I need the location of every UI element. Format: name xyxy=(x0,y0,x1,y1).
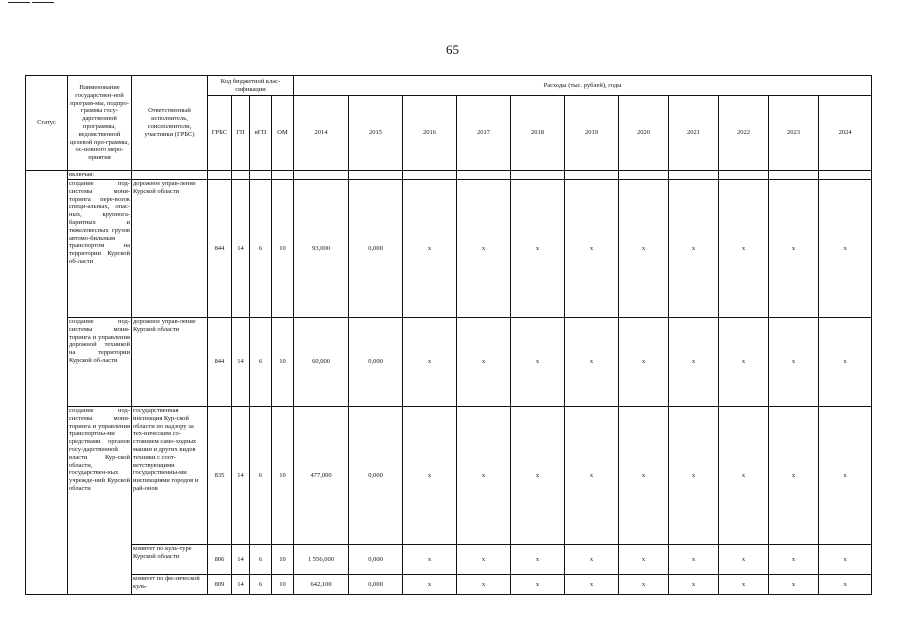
value-cell: x xyxy=(719,575,769,595)
value-cell: x xyxy=(565,575,619,595)
value-cell: x xyxy=(619,575,669,595)
program-name-cell: создание под-системы мони-торинга и управления дорожной техникой на территории Курской об-ласти xyxy=(68,318,132,407)
table-row xyxy=(26,545,872,575)
value-cell: x xyxy=(565,318,619,407)
responsible-cell: дорожное управ-ление Курской области xyxy=(132,318,208,407)
vgp-cell: 6 xyxy=(250,545,272,575)
value-cell: x xyxy=(719,180,769,318)
value-cell: 0,000 xyxy=(349,407,403,545)
year-header: 2014 xyxy=(294,96,349,171)
value-cell: x xyxy=(403,180,457,318)
vgp-cell: 6 xyxy=(250,407,272,545)
om-cell: 10 xyxy=(272,318,294,407)
corner-mark xyxy=(8,2,30,3)
year-header: 2019 xyxy=(565,96,619,171)
value-cell: x xyxy=(511,180,565,318)
value-cell: x xyxy=(769,318,819,407)
value-cell: x xyxy=(457,318,511,407)
name-header: Наименование государствен-ной програм-мы, подпро-граммы госу-дарственной программы, ведомственной целевой про-граммы, ос-новного меро-приятия xyxy=(68,76,132,171)
table-row xyxy=(26,180,872,318)
value-cell: x xyxy=(669,407,719,545)
vgp-header: вГП xyxy=(250,96,272,171)
grbs-cell: 809 xyxy=(208,575,232,595)
page-number: 65 xyxy=(446,42,459,57)
value-cell: x xyxy=(403,318,457,407)
year-header: 2016 xyxy=(403,96,457,171)
value-cell: x xyxy=(819,575,872,595)
grbs-cell: 806 xyxy=(208,545,232,575)
including-row xyxy=(26,171,872,180)
om-cell: 10 xyxy=(272,180,294,318)
table-row xyxy=(26,407,872,545)
value-cell: x xyxy=(619,318,669,407)
gp-cell: 14 xyxy=(232,545,250,575)
value-cell: x xyxy=(403,575,457,595)
value-cell: x xyxy=(511,318,565,407)
value-cell: x xyxy=(565,180,619,318)
responsible-header: Ответственный исполнитель, соисполнители, участники (ГРБС) xyxy=(132,76,208,171)
status-header: Статус xyxy=(26,76,68,171)
budget-table xyxy=(25,75,872,595)
status-cell xyxy=(26,171,68,595)
value-cell: 93,000 xyxy=(294,180,349,318)
value-cell: x xyxy=(819,318,872,407)
value-cell: x xyxy=(719,545,769,575)
value-cell: x xyxy=(511,575,565,595)
value-cell: x xyxy=(769,180,819,318)
value-cell: 0,000 xyxy=(349,318,403,407)
year-header: 2015 xyxy=(349,96,403,171)
table-row xyxy=(26,318,872,407)
expenses-header: Расходы (тыс. рублей), годы xyxy=(294,76,872,96)
responsible-cell: комитет по фи-зической куль- xyxy=(132,575,208,595)
header-row-1 xyxy=(26,76,872,96)
value-cell: x xyxy=(565,545,619,575)
year-header: 2022 xyxy=(719,96,769,171)
gp-cell: 14 xyxy=(232,180,250,318)
including-label: включая: xyxy=(68,171,132,180)
value-cell: x xyxy=(769,575,819,595)
value-cell: x xyxy=(819,407,872,545)
om-cell: 10 xyxy=(272,545,294,575)
value-cell: x xyxy=(511,545,565,575)
value-cell: 60,000 xyxy=(294,318,349,407)
grbs-header: ГРБС xyxy=(208,96,232,171)
value-cell: x xyxy=(457,407,511,545)
year-header: 2024 xyxy=(819,96,872,171)
value-cell: x xyxy=(669,545,719,575)
year-header: 2018 xyxy=(511,96,565,171)
responsible-cell: дорожное управ-ление Курской области xyxy=(132,180,208,318)
value-cell: 1 556,000 xyxy=(294,545,349,575)
om-cell: 10 xyxy=(272,407,294,545)
vgp-cell: 6 xyxy=(250,318,272,407)
value-cell: 0,000 xyxy=(349,180,403,318)
year-header: 2017 xyxy=(457,96,511,171)
value-cell: x xyxy=(619,180,669,318)
value-cell: x xyxy=(819,180,872,318)
vgp-cell: 6 xyxy=(250,575,272,595)
value-cell: x xyxy=(769,545,819,575)
value-cell: 0,000 xyxy=(349,545,403,575)
value-cell: x xyxy=(669,318,719,407)
responsible-cell: комитет по куль-туре Курской области xyxy=(132,545,208,575)
gp-header: ГП xyxy=(232,96,250,171)
value-cell: x xyxy=(457,180,511,318)
grbs-cell: 844 xyxy=(208,180,232,318)
year-header: 2020 xyxy=(619,96,669,171)
value-cell: x xyxy=(669,575,719,595)
value-cell: x xyxy=(619,407,669,545)
value-cell: x xyxy=(565,407,619,545)
program-name-cell: создание под-системы мони-торинга и управления транспортны-ми средствами органов госу-дарственной власти Кур-ской области, государствен-ных учрежде-ний Курской области xyxy=(68,407,132,595)
gp-cell: 14 xyxy=(232,575,250,595)
gp-cell: 14 xyxy=(232,318,250,407)
value-cell: x xyxy=(719,318,769,407)
gp-cell: 14 xyxy=(232,407,250,545)
value-cell: 642,100 xyxy=(294,575,349,595)
budget-code-header: Код бюджетной клас-сификации xyxy=(208,76,294,96)
om-cell: 10 xyxy=(272,575,294,595)
value-cell: x xyxy=(403,545,457,575)
value-cell: x xyxy=(457,575,511,595)
grbs-cell: 844 xyxy=(208,318,232,407)
value-cell: 477,000 xyxy=(294,407,349,545)
table-row xyxy=(26,575,872,595)
grbs-cell: 835 xyxy=(208,407,232,545)
value-cell: x xyxy=(619,545,669,575)
value-cell: x xyxy=(669,180,719,318)
value-cell: x xyxy=(719,407,769,545)
responsible-cell: государственная инспекция Кур-ской области по надзору за тех-ническим со-стоянием само-ходных машин и других видов техники с соот-ветствующими государственны-ми инспекциями городов и рай-онов xyxy=(132,407,208,545)
value-cell: x xyxy=(769,407,819,545)
value-cell: x xyxy=(819,545,872,575)
year-header: 2021 xyxy=(669,96,719,171)
value-cell: x xyxy=(457,545,511,575)
program-name-cell: создание под-системы мони-торинга пере-возок специ-альных, опас-ных, крупнога-баритных и тяжеловесных грузов автомо-бильным транспортом на территории Курской об-ласти xyxy=(68,180,132,318)
vgp-cell: 6 xyxy=(250,180,272,318)
corner-mark xyxy=(32,2,54,3)
value-cell: 0,000 xyxy=(349,575,403,595)
year-header: 2023 xyxy=(769,96,819,171)
value-cell: x xyxy=(403,407,457,545)
om-header: ОМ xyxy=(272,96,294,171)
value-cell: x xyxy=(511,407,565,545)
